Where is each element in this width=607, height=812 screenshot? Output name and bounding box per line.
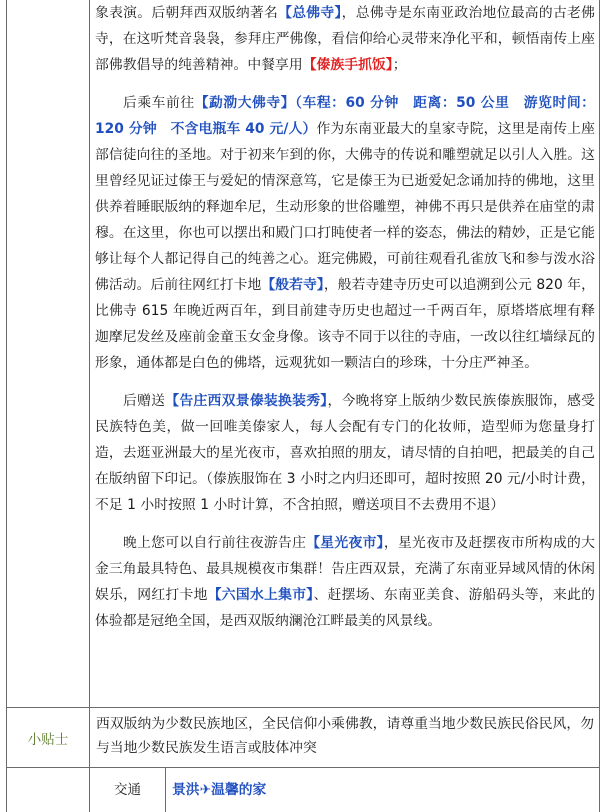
highlight-water-market: 【六国水上集市】	[207, 587, 314, 603]
tips-label: 小贴士	[27, 731, 69, 748]
table-border-traffic-column	[165, 767, 166, 812]
paragraph-text: 晚上您可以自行前往夜游告庄	[123, 535, 307, 551]
paragraph-text: 后赠送	[123, 393, 166, 409]
highlight-menghai-temple: 【勐泐大佛寺】（车程：60 分钟 距离：50 公里 游览时间：120 分钟 不含电瓶车 40 元/人）	[95, 95, 596, 137]
paragraph-costume-show	[95, 388, 595, 518]
paragraph-text: ，总佛寺是东南亚政治地位最高的古老佛寺，在这听梵音袅袅，参拜庄严佛像，看信仰给心灵带来净化平和，顿悟南传上座部佛教倡导的纯善精神。中餐享用	[95, 5, 595, 73]
traffic-value: 景洪✈温馨的家	[172, 782, 267, 798]
paragraph-text: ，今晚将穿上版纳少数民族傣族服饰，感受民族特色美，做一回唯美傣家人，每人会配有专门的化妆师，造型师为您量身打造，去逛亚洲最大的星光夜市，喜欢拍照的朋友，请尽情的自拍吧，把最美的自己在版纳留下印记。（傣族服饰在 3 小时之内归还即可，超时按照 20 元/小时计费，不足 1 小时按照 1 小时计算，不含拍照，赠送项目不去费用不退）	[95, 393, 596, 513]
table-row-divider-tips-top	[6, 707, 600, 708]
table-border-left	[6, 0, 7, 812]
paragraph-text: ，般若寺建寺历史可以追溯到公元 820 年，比佛寺 615 年晚近两百年，到目前建寺历史也超过一千两百年，原塔塔底埋有释迦摩尼发丝及座前金童玉女金身像。该寺不同于以往的寺庙，一改以往红墙绿瓦的形象，通体都是白色的佛塔，远观犹如一颗洁白的珍珠，十分庄严神圣。	[95, 277, 595, 371]
highlight-night-market: 【星光夜市】	[306, 535, 384, 551]
table-border-label-column	[89, 0, 90, 812]
paragraph-night-market	[95, 530, 595, 634]
paragraph-text: 作为东南亚最大的皇家寺院，这里是南传上座部信徒向往的圣地。对于初来乍到的你，大佛寺的传说和雕塑就足以引人入胜。这里曾经见证过傣王与爱妃的情深意笃，它是傣王为已逝爱妃念诵加持的佛地，这里供养着睡眠版纳的释迦牟尼，生动形象的世俗雕塑，神佛不再只是供养在庙堂的肃穆。在这里，你也可以摆出和殿门口打盹使者一样的姿态，佛法的精妙，正是它能够让每个人都记得自己的纯善之心。逛完佛殿，可前往观看孔雀放飞和参与泼水浴佛活动。后前往网红打卡地	[95, 121, 595, 293]
paragraph-main-temple	[95, 0, 595, 78]
paragraph-text: 、赶摆场、东南亚美食、游船码头等，来此的体验都是冠绝全国，是西双版纳澜沧江畔最美的风景线。	[95, 587, 595, 629]
highlight-prajna-temple: 【般若寺】	[261, 277, 324, 293]
paragraph-text: 象表演。后朝拜西双版纳著名	[95, 5, 279, 21]
paragraph-menghai-temple	[95, 90, 595, 376]
highlight-costume-show: 【告庄西双景傣装换装秀】	[165, 393, 328, 409]
table-border-right	[599, 0, 600, 812]
tips-text: 西双版纳为少数民族地区，全民信仰小乘佛教，请尊重当地少数民族民俗民风，勿与当地少数民族发生语言或肢体冲突	[96, 716, 594, 756]
paragraph-text: 后乘车前往	[123, 95, 195, 111]
paragraph-text: ，星光夜市及赶摆夜市所构成的大金三角最具特色、最具规模夜市集群！告庄西双景，充满了东南亚异域风情的休闲娱乐，网红打卡地	[95, 535, 595, 603]
highlight-main-temple: 【总佛寺】	[278, 5, 342, 21]
highlight-dai-meal: 【傣族手抓饭】	[302, 57, 393, 73]
itinerary-content	[95, 0, 595, 634]
traffic-label: 交通	[114, 782, 141, 798]
paragraph-text: ；	[392, 57, 407, 73]
